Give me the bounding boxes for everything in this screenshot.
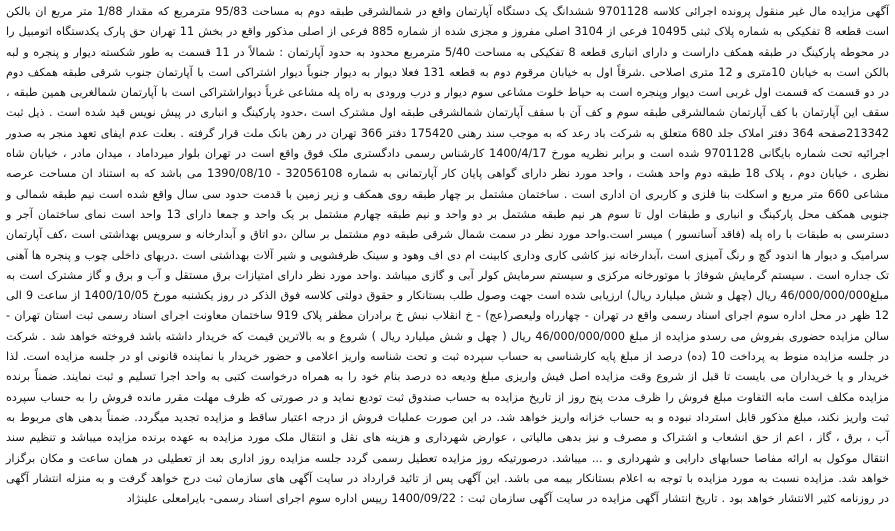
auction-notice-text: آگهی مزایده مال غیر منقول پرونده اجرائی کلاسه 9701128 ششدانگ یک دستگاه آپارتمان واقع در شمالشرقی طبقه دوم به مساحت 95/83 مترمربع که مقدار 1/88 متر مربع ان بالکن است قطعه 8 تفکیکی به شماره پلاک ثبتی 10495 فرعی از 3104 اصلی مفروز و مجزی شده از شماره 885 فرعی از اصلی مذکور واقع در بخش 11 تهران حق پارک یکدستگاه اتومبیل را در محوطه پارکینگ در طبقه همکف داراست و دارای انباری قطعه 8 تفکیکی به مساحت 5/40 مترمربع محدود به حدود آپارتمان : شمالاً در 11 قسمت به طور شکسته دیوار و پنجره و لبه بالکن است به خیابان 10متری و 12 متری اصلاحی .شرقاً اول به خیابان مرقوم دوم به قطعه 131 فعلا دیوار به دیوار جنوباً دیوار اشتراکی است با آپارتمان جنوب شرقی طبقه همکف دوم در دو قسمت که قسمت اول غربی است دیوار وپنجره است به حیاط خلوت مشاعی سوم دیوار و درب ورودی به راه پله مشاعی غرباً دیواراشتراکی است با آپارتمان شمالغربی همین طبقه ، سقف این آپارتمان با کف آپارتمان شمالشرقی طبقه سوم و کف آن با سقف آپارتمان شمالشرقی طبقه اول مشترک است ،حدود پارکینگ و انباری در پیش نویس قید شده است . ذیل ثبت 213342صفحه 364 دفتر املاک جلد 680 متعلق به شرکت باد رعد که به موجب سند رهنی 175420 دفتر 366 تهران در رهن بانک ملت قرار گرفته . بعلت عدم ایفای تعهد منجر به صدور اجرائیه تحت شماره بایگانی 9701128 شده است و برابر نظریه مورخ 1400/4/17 کارشناس رسمی دادگستری ملک فوق واقع است در تهران بلوار میرداماد ، میدان مادر ، خیابان شاه نظری ، خیابان دوم ، پلاک 18 طبقه دوم واحد هشت ، واحد مورد نظر دارای گواهی پایان کار آپارتمانی به شماره 32056108 - 1390/08/10 می باشد که به استناد ان مساحت عرصه مشاعی 660 متر مربع و اسکلت بنا فلزی و کاربری ان اداری است . ساختمان مشتمل بر چهار طبقه روی همکف و زیر زمین با قدمت حدود سی سال واقع شده است نیم طبقه شمالی و جنوبی همکف محل پارکینگ و انباری و طبقات اول تا سوم هر نیم طبقه مشتمل بر دو واحد و نیم طبقه چهارم مشتمل بر یک واحد و جمعا دارای 13 واحد است نمای ساختمان آجر و دسترسی به طبقات با راه پله (فاقد آسانسور ) میسر است.واحد مورد نظر در سمت شمال شرقی طبقه دوم مشتمل بر سالن ،دو اتاق و آبدارخانه و سرویس بهداشتی است ،کف آپارتمان سرامیک و دیوار ها اندود گچ و رنگ آمیزی است ،آبدارخانه نیز کاشی کاری وداری کابینت ام دی اف وهود و سینک ظرفشویی و شیر آلات بهداشتی است .دربهای داخلی چوب و پنجره ها آهنی تک جداره است . سیستم گرمایش شوفاژ با موتورخانه مرکزی و سیستم سرمایش کولر آبی و گازی میباشد .واحد مورد نظر دارای امتیازات برق مستقل و آب و برق و گاز مشترک است به مبلغ46/000/000/000 ریال (چهل و شش میلیارد ریال) ارزیابی شده است جهت وصول طلب بستانکار و حقوق دولتی کلاسه فوق الذکر در روز یکشنبه مورخ 1400/10/05 از ساعت 9 الی 12 ظهر در محل اداره سوم اجرای اسناد رسمی واقع در تهران - چهارراه ولیعصر(عج) - خ انقلاب نبش خ برادران مظفر پلاک 919 ساختمان معاونت اجرای اسناد رسمی ثبت استان تهران - سالن مزایده حضوری بفروش می رسدو مزایده از مبلغ 46/000/000/000 ریال ( چهل و شش میلیارد ریال ) شروع و به بالاترین قیمت که خریدار داشته باشد فروخته خواهد شد . شرکت در جلسه مزایده منوط به پرداخت 10 (ده) درصد از مبلغ پایه کارشناسی به حساب سپرده ثبت و تحت شناسه واریز اعلامی و حضور خریدار با نماینده قانونی او در جلسه مزایده است. لذا خریدار و یا خریداران می بایست تا قبل از شروع وقت مزایده اصل فیش واریزی مبلغ ودیعه ده درصد بنام خود را به همراه درخواست کتبی به واحد اجرا تسلیم و ثبت نمایند. ضمناً برنده مزایده مکلف است مابه التفاوت مبلغ فروش را ظرف مدت پنج روز از تاریخ مزایده به حساب صندوق ثبت تودیع نماید و در صورتی که ظرف مهلت مقرر مانده فروش را به حساب سپرده ثبت واریز نکند، مبلغ مذکور قابل استرداد نبوده و به حساب خزانه واریز خواهد شد. در این صورت عملیات فروش از درجه اعتبار ساقط و مزایده تجدید میگردد. ضمناً بدهی های مربوط به آب ، برق ، گاز ، اعم از حق انشعاب و اشتراک و مصرف و نیز بدهی مالیاتی ، عوارض شهرداری و هزینه های نقل و انتقال ملک مورد مزایده به عهده برنده مزایده میباشد و تنظیم سند انتقال موکول به ارائه مفاصا حسابهای دارایی و شهرداری و ... میباشد. درصورتیکه روز مزایده تعطیل رسمی گردد جلسه مزایده روز اداری بعد از تعطیلی در همان ساعت و مکان برگزار خواهد شد. مزایده نسبت به مورد مزایده با توجه به اعلام بستانکار بیمه می باشد. این آگهی پس از تائید قرارداد در سایت آگهی های سازمان ثبت درج خواهد گرفت و به منزله انتشار آگهی در روزنامه کثیر الانتشار خواهد بود . تاریخ انتشار آگهی مزایده در سایت آگهی سازمان ثبت : 1400/09/22 رییس اداره سوم اجرای اسناد رسمی- بایرامعلی علینژاد	[6, 5, 890, 506]
